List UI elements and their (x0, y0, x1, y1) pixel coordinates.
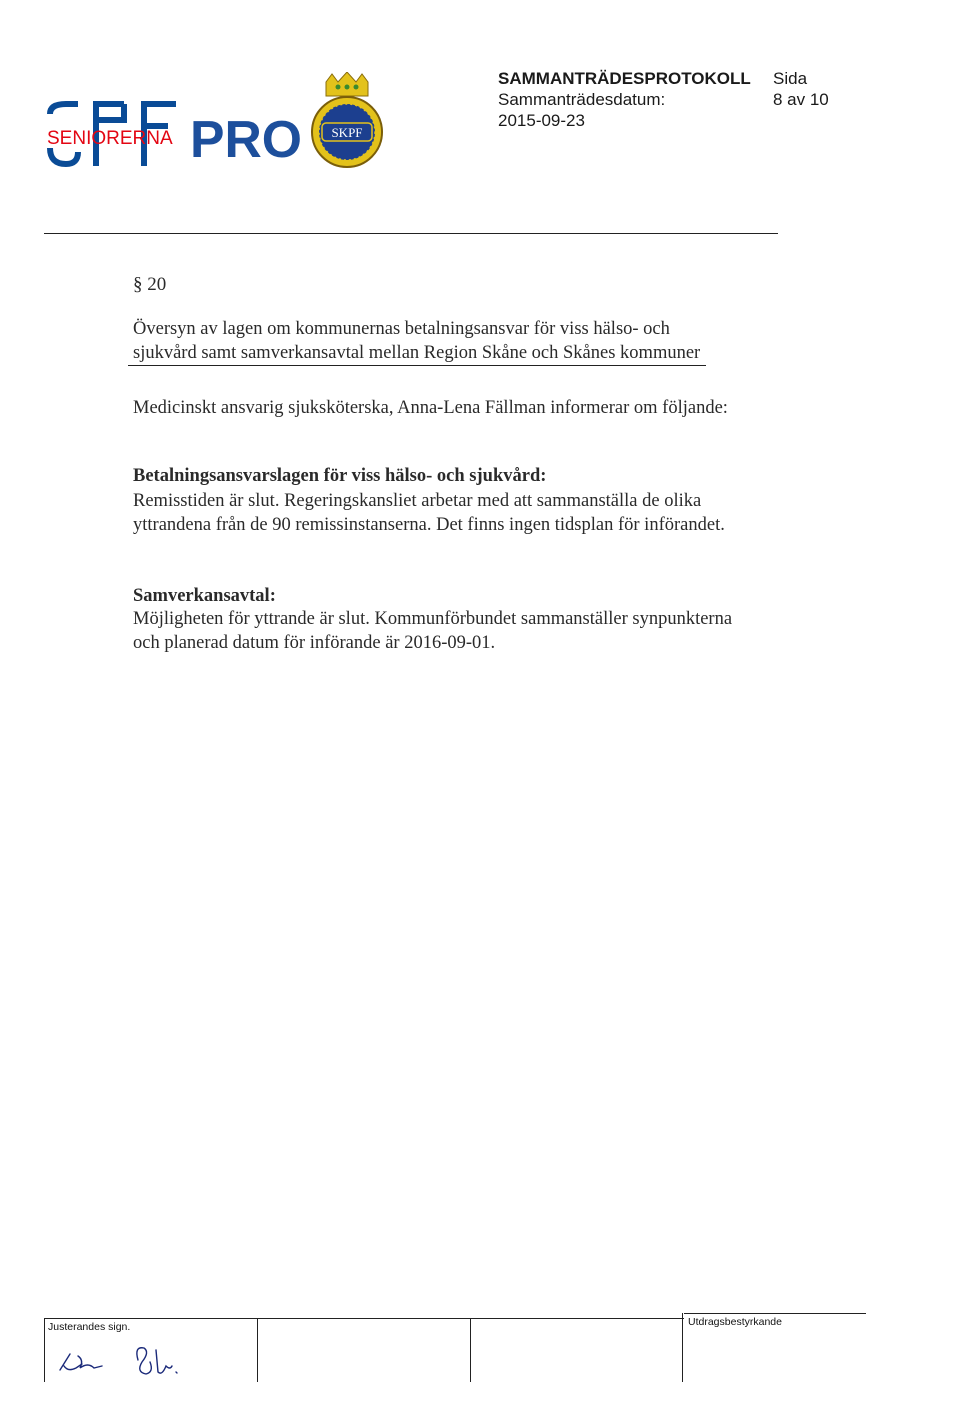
section-number: § 20 (133, 274, 167, 295)
footer-divider-3 (470, 1318, 471, 1382)
footer-divider-4 (682, 1313, 683, 1382)
pro-logo (190, 112, 305, 162)
spf-seniorerna-logo (44, 100, 194, 168)
paragraph-payment-act: Remisstiden är slut. Regeringskansliet arbetar med att sammanställa de olika yttrandena från de 90 remissinstanserna. Det finns ingen tidsplan för införandet. (133, 491, 725, 535)
subheading-payment-act: Betalningsansvarslagen för viss hälso- och sjukvård: (133, 466, 547, 486)
skpf-logo (308, 72, 386, 170)
meeting-date-value: 2015-09-23 (498, 111, 585, 130)
page-number: 8 av 10 (773, 90, 829, 109)
footer-divider-2 (257, 1318, 258, 1382)
pro-logo-text: PRO (190, 112, 302, 162)
protocol-title: SAMMANTRÄDESPROTOKOLL (498, 69, 751, 88)
footer-divider-1 (44, 1318, 45, 1382)
spf-logo-text: SENIORERNA (47, 128, 173, 149)
extract-certification-label: Utdragsbestyrkande (688, 1316, 782, 1328)
signature-footer (44, 1318, 866, 1388)
page-label: Sida (773, 69, 808, 88)
handwritten-signatures (54, 1332, 254, 1382)
intro-paragraph: Medicinskt ansvarig sjuksköterska, Anna-Lena Fällman informerar om följande: (133, 398, 728, 418)
protocol-header (498, 68, 751, 131)
section-heading-line2: sjukvård samt samverkansavtal mellan Region Skåne och Skånes kommuner (128, 341, 706, 366)
page-indicator (773, 68, 829, 110)
footer-line-right (684, 1313, 866, 1314)
skpf-logo-text: SKPF (331, 125, 363, 140)
header-divider (44, 233, 778, 234)
subheading-cooperation-agreement: Samverkansavtal: (133, 586, 276, 606)
section-heading (133, 317, 773, 366)
footer-line-left (44, 1318, 684, 1319)
section-heading-line1: Översyn av lagen om kommunernas betalningsansvar för viss hälso- och (133, 319, 670, 339)
meeting-date-label: Sammanträdesdatum: (498, 90, 666, 109)
crown-icon (326, 72, 368, 96)
signature-label: Justerandes sign. (48, 1321, 131, 1333)
paragraph-cooperation-agreement: Möjligheten för yttrande är slut. Kommunförbundet sammanställer synpunkterna och planerad datum för införande är 2016-09-01. (133, 609, 733, 653)
